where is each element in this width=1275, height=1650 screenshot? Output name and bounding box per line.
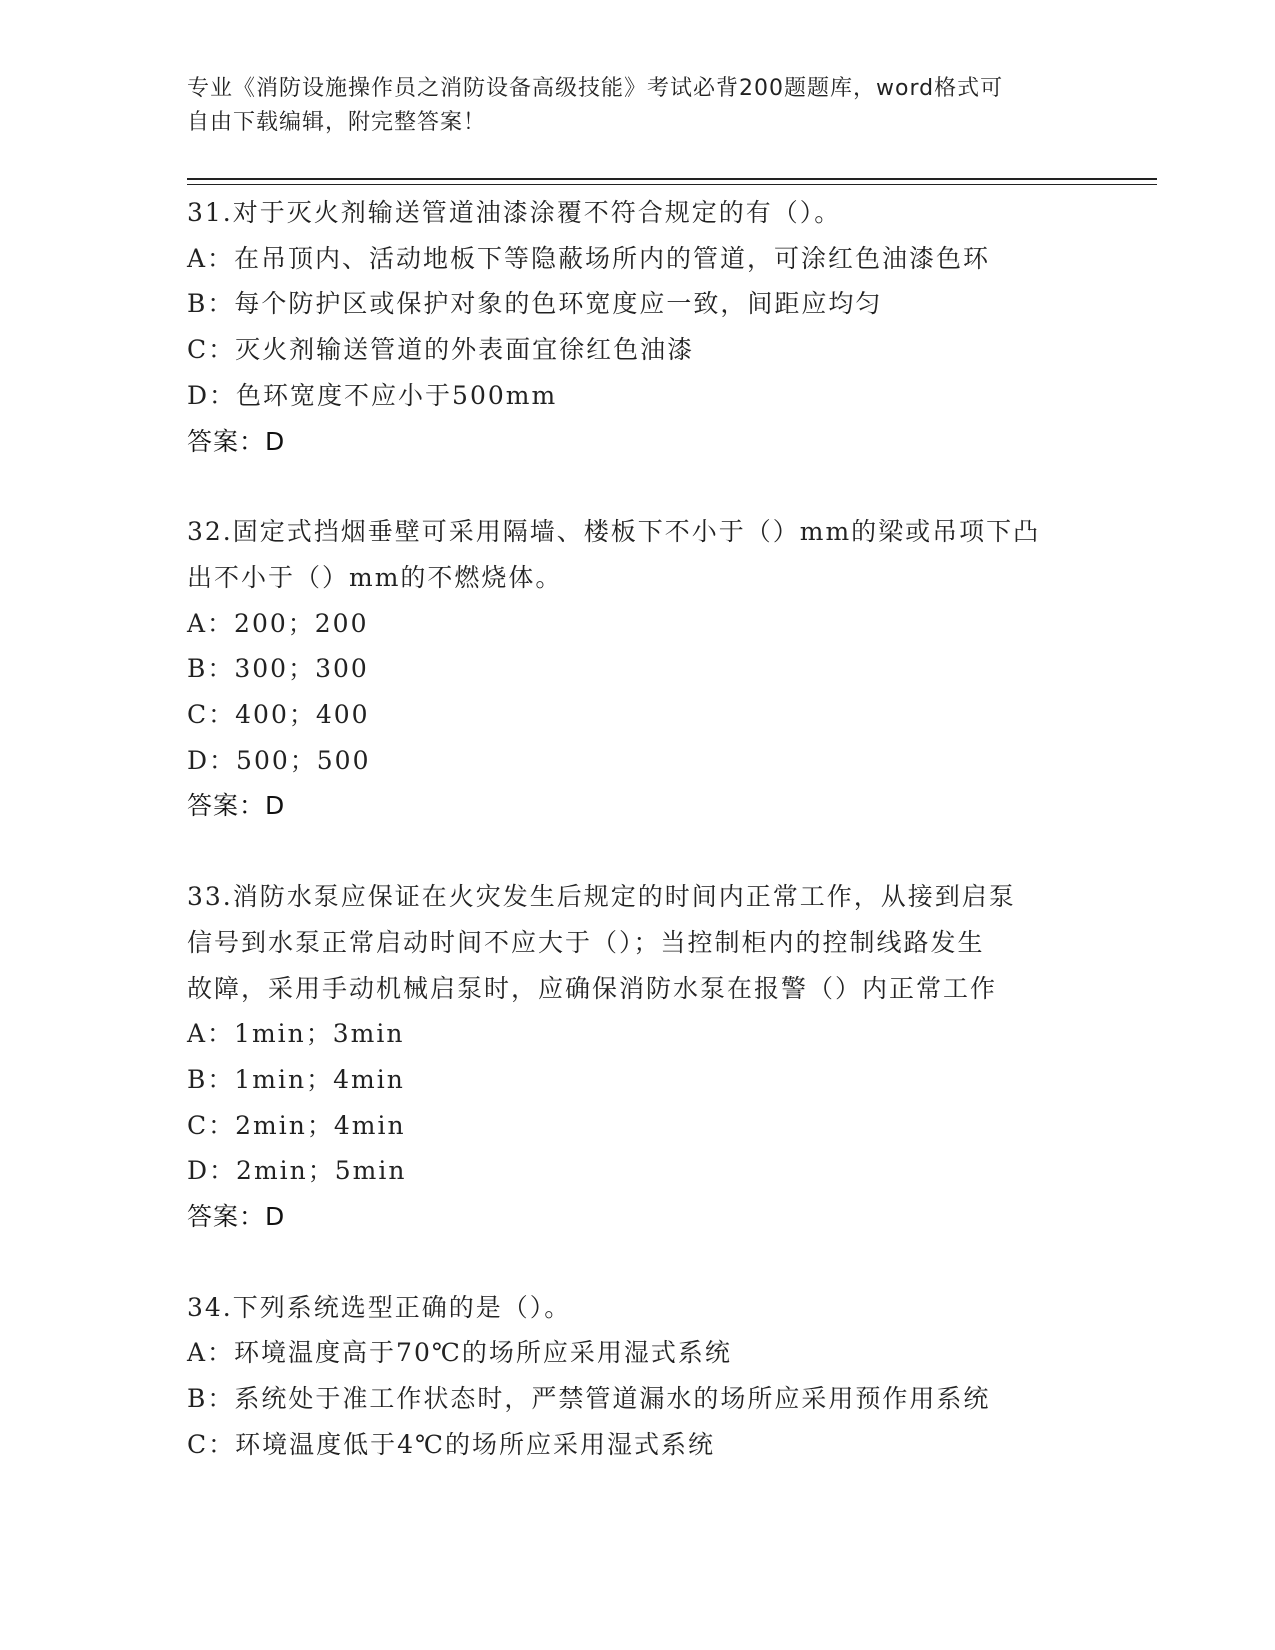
- option-a: A：在吊顶内、活动地板下等隐蔽场所内的管道，可涂红色油漆色环: [187, 243, 991, 273]
- question-34: [187, 1285, 1107, 1468]
- option-a: A：1min；3min: [187, 1019, 405, 1049]
- question-stem: 信号到水泵正常启动时间不应大于（）；当控制柜内的控制线路发生: [187, 927, 985, 957]
- question-stem: 故障，采用手动机械启泵时，应确保消防水泵在报警（）内正常工作: [187, 973, 998, 1003]
- option-b: B：系统处于准工作状态时，严禁管道漏水的场所应采用预作用系统: [187, 1384, 991, 1414]
- question-stem: 33.消防水泵应保证在火灾发生后规定的时间内正常工作，从接到启泵: [187, 882, 1016, 912]
- question-stem: 31.对于灭火剂输送管道油漆涂覆不符合规定的有（）。: [187, 198, 842, 227]
- option-d: D：500；500: [187, 745, 371, 775]
- question-33: [187, 874, 1107, 1240]
- question-31: [187, 190, 1107, 464]
- header-line-2: 自由下载编辑，附完整答案！: [187, 110, 487, 135]
- header-line-1: 专业《消防设施操作员之消防设备高级技能》考试必背200题题库，word格式可: [187, 76, 1004, 101]
- option-b: B：1min；4min: [187, 1064, 405, 1094]
- option-d: D：2min；5min: [187, 1156, 407, 1186]
- question-stem: 32.固定式挡烟垂壁可采用隔墙、楼板下不小于（）mm的梁或吊项下凸: [187, 517, 1041, 547]
- option-c: C：400；400: [187, 700, 370, 730]
- answer-label: 答案：D: [187, 1202, 286, 1232]
- answer-label: 答案：D: [187, 426, 286, 456]
- question-stem: 34.下列系统选型正确的是（）。: [187, 1292, 572, 1322]
- question-stem: 出不小于（）mm的不燃烧体。: [187, 562, 563, 592]
- option-a: A：200；200: [187, 608, 369, 638]
- option-b: B：300；300: [187, 654, 369, 684]
- question-list: [187, 190, 1107, 1513]
- header-rule-thin: [187, 184, 1157, 185]
- option-c: C：灭火剂输送管道的外表面宜徐红色油漆: [187, 335, 695, 365]
- option-a: A：环境温度高于70℃的场所应采用湿式系统: [187, 1338, 732, 1368]
- question-32: [187, 509, 1107, 829]
- answer-label: 答案：D: [187, 791, 286, 821]
- option-c: C：2min；4min: [187, 1110, 406, 1140]
- option-c: C：环境温度低于4℃的场所应采用湿式系统: [187, 1429, 716, 1459]
- option-b: B：每个防护区或保护对象的色环宽度应一致，间距应均匀: [187, 289, 883, 319]
- header-rule-thick: [187, 178, 1157, 180]
- option-d: D：色环宽度不应小于500mm: [187, 380, 558, 410]
- document-header: [187, 72, 1087, 140]
